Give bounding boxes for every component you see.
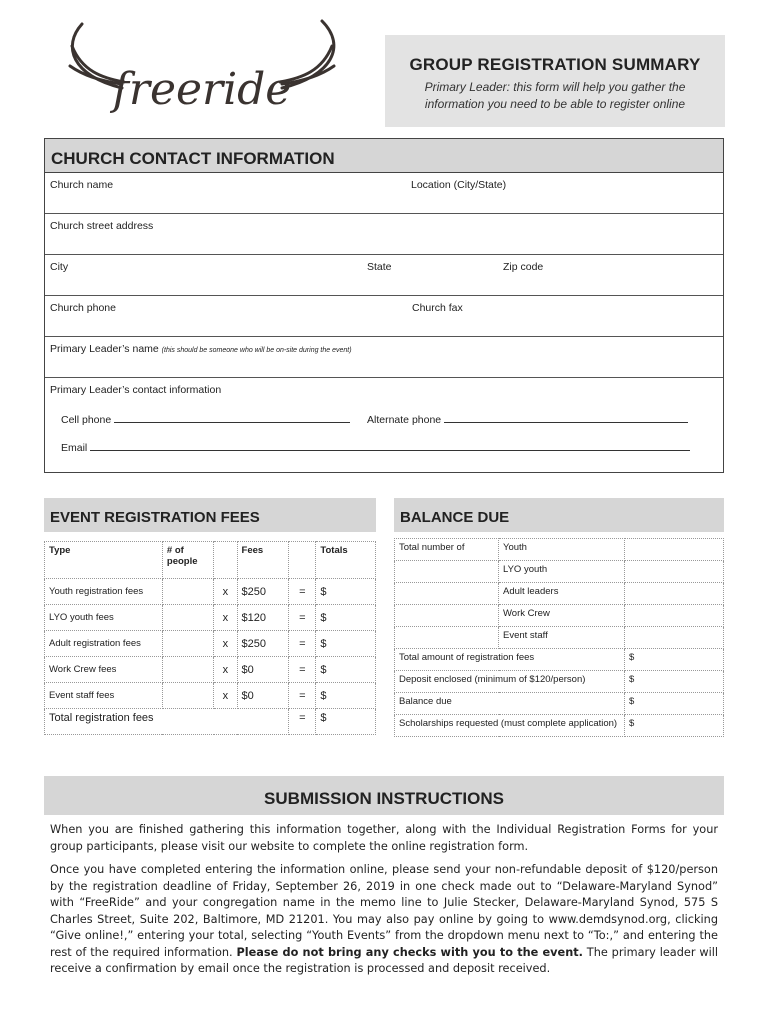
city-state-zip-field[interactable] xyxy=(45,255,723,296)
table-row xyxy=(45,657,376,683)
table-row xyxy=(395,583,724,605)
entry-cell[interactable] xyxy=(625,605,724,627)
entry-cell[interactable]: $ xyxy=(625,671,724,693)
table-row xyxy=(395,605,724,627)
table-cell xyxy=(395,627,499,649)
svg-text:freeride: freeride xyxy=(112,64,292,115)
entry-cell[interactable] xyxy=(625,539,724,561)
wings-logo-icon xyxy=(62,16,342,126)
table-cell: Scholarships requested (must complete application) xyxy=(395,715,625,737)
table-cell: Total number of xyxy=(395,539,499,561)
table-cell: = xyxy=(289,631,316,657)
table-cell: Adult registration fees xyxy=(45,631,163,657)
church-contact-section xyxy=(44,138,724,473)
table-row xyxy=(45,631,376,657)
table-row xyxy=(45,683,376,709)
field-label: Cell phone xyxy=(61,414,112,426)
table-cell: Total registration fees xyxy=(45,709,289,735)
freeride-logo xyxy=(62,16,342,126)
entry-cell[interactable] xyxy=(162,631,213,657)
entry-cell[interactable]: $ xyxy=(316,579,376,605)
balance-heading: BALANCE DUE xyxy=(394,498,724,532)
table-cell: $250 xyxy=(237,631,289,657)
field-label: Primary Leader’s name xyxy=(50,343,159,355)
table-header-row xyxy=(45,542,376,579)
entry-cell[interactable] xyxy=(162,579,213,605)
table-cell: Youth registration fees xyxy=(45,579,163,605)
column-header xyxy=(289,542,316,579)
table-cell: Balance due xyxy=(395,693,625,715)
table-cell: Youth xyxy=(499,539,625,561)
table-row xyxy=(395,715,724,737)
column-header: Totals xyxy=(316,542,376,579)
table-cell: Work Crew xyxy=(499,605,625,627)
church-name-field[interactable] xyxy=(45,173,723,214)
column-header: # of people xyxy=(162,542,213,579)
table-cell: $120 xyxy=(237,605,289,631)
table-row xyxy=(395,649,724,671)
alternate-phone-field[interactable] xyxy=(367,412,688,426)
table-cell: = xyxy=(289,579,316,605)
field-label: Church street address xyxy=(50,220,154,232)
table-cell: Adult leaders xyxy=(499,583,625,605)
warning-text: Please do not bring any checks with you to the event. xyxy=(236,945,583,959)
instructions-paragraph xyxy=(50,862,718,978)
table-cell: LYO youth fees xyxy=(45,605,163,631)
section-heading: CHURCH CONTACT INFORMATION xyxy=(45,139,723,173)
text: Once you have completed entering the information online, please send your non-refundable deposit of $120/person by the registration deadline of Friday, September 26, 2019 in one check made out to “Delaware-Maryland Synod” with “FreeRide” and your congregation name in the memo line to Julie Stecker, Delaware-Maryland Synod, 575 S Charles Street, Suite 202, Baltimore, MD 21201. You may also pay online by going to www.demdsynod.org, clicking “Give online!,” entering your total, selecting “Youth Events” from the dropdown menu next to “To:,” and entering the rest of the required information. xyxy=(50,863,718,959)
field-label: Email xyxy=(61,442,88,454)
field-label: Church name xyxy=(50,179,114,191)
table-cell: Total amount of registration fees xyxy=(395,649,625,671)
entry-cell[interactable]: $ xyxy=(625,715,724,737)
page-title: GROUP REGISTRATION SUMMARY xyxy=(409,55,701,74)
table-cell: $0 xyxy=(237,683,289,709)
section-heading: SUBMISSION INSTRUCTIONS xyxy=(44,776,724,815)
table-cell: x xyxy=(214,631,237,657)
column-header: Fees xyxy=(237,542,289,579)
title-box xyxy=(385,35,725,127)
column-header xyxy=(214,542,237,579)
field-label: City xyxy=(50,261,69,273)
table-row xyxy=(395,671,724,693)
leader-name-field[interactable] xyxy=(45,337,723,378)
field-label: Church phone xyxy=(50,302,116,314)
field-label: Alternate phone xyxy=(367,414,442,426)
entry-cell[interactable]: $ xyxy=(316,631,376,657)
instructions-paragraph: When you are finished gathering this information together, along with the Individual Registration Forms for your group participants, please visit our website to complete the online registration form. xyxy=(50,823,718,853)
entry-cell[interactable] xyxy=(625,627,724,649)
entry-cell[interactable]: $ xyxy=(316,683,376,709)
table-cell: = xyxy=(289,709,316,735)
table-cell xyxy=(395,561,499,583)
table-row xyxy=(395,627,724,649)
field-label: Church fax xyxy=(412,302,463,314)
entry-cell[interactable] xyxy=(162,605,213,631)
entry-cell[interactable]: $ xyxy=(316,605,376,631)
text: The primary leader will receive a confirmation by email once the registration is processed and deposit received. xyxy=(50,945,718,975)
table-row xyxy=(395,539,724,561)
subtitle-line: information you need to be able to register online xyxy=(424,97,686,111)
subtitle-line: Primary Leader: this form will help you gather the xyxy=(424,80,686,94)
table-row xyxy=(395,561,724,583)
table-cell: Event staff xyxy=(499,627,625,649)
entry-cell[interactable] xyxy=(625,561,724,583)
table-cell: Deposit enclosed (minimum of $120/person) xyxy=(395,671,625,693)
entry-cell[interactable] xyxy=(162,657,213,683)
phone-fax-field[interactable] xyxy=(45,296,723,337)
table-cell xyxy=(395,605,499,627)
total-row xyxy=(45,709,376,735)
table-cell: = xyxy=(289,683,316,709)
table-row xyxy=(395,693,724,715)
entry-cell[interactable]: $ xyxy=(316,709,376,735)
email-field[interactable] xyxy=(61,440,690,454)
table-cell: = xyxy=(289,657,316,683)
entry-cell[interactable]: $ xyxy=(625,649,724,671)
field-label: Zip code xyxy=(503,261,544,273)
table-cell: LYO youth xyxy=(499,561,625,583)
fees-heading: EVENT REGISTRATION FEES xyxy=(44,498,376,532)
balance-table xyxy=(394,538,724,737)
table-cell: x xyxy=(214,605,237,631)
subtitle xyxy=(385,79,725,113)
field-label: State xyxy=(367,261,392,273)
submission-section xyxy=(44,776,724,978)
table-cell: x xyxy=(214,683,237,709)
leader-name-label-group xyxy=(50,343,352,355)
entry-cell[interactable] xyxy=(162,683,213,709)
field-label: Primary Leader’s contact information xyxy=(50,384,222,396)
cell-phone-line xyxy=(114,412,350,423)
email-line xyxy=(90,440,690,451)
cell-phone-field[interactable] xyxy=(61,412,350,426)
entry-cell[interactable]: $ xyxy=(316,657,376,683)
table-cell: = xyxy=(289,605,316,631)
table-cell: x xyxy=(214,657,237,683)
fees-table xyxy=(44,541,376,735)
entry-cell[interactable] xyxy=(625,583,724,605)
street-address-field[interactable] xyxy=(45,214,723,255)
field-label: Location (City/State) xyxy=(411,179,507,191)
entry-cell[interactable]: $ xyxy=(625,693,724,715)
column-header: Type xyxy=(45,542,163,579)
table-row xyxy=(45,605,376,631)
table-cell: $250 xyxy=(237,579,289,605)
table-cell: Event staff fees xyxy=(45,683,163,709)
alternate-phone-line xyxy=(444,412,688,423)
field-note: (this should be someone who will be on-site during the event) xyxy=(161,347,352,354)
leader-contact-field xyxy=(45,378,723,474)
table-row xyxy=(45,579,376,605)
table-cell: x xyxy=(214,579,237,605)
table-cell: $0 xyxy=(237,657,289,683)
table-cell xyxy=(395,583,499,605)
table-cell: Work Crew fees xyxy=(45,657,163,683)
